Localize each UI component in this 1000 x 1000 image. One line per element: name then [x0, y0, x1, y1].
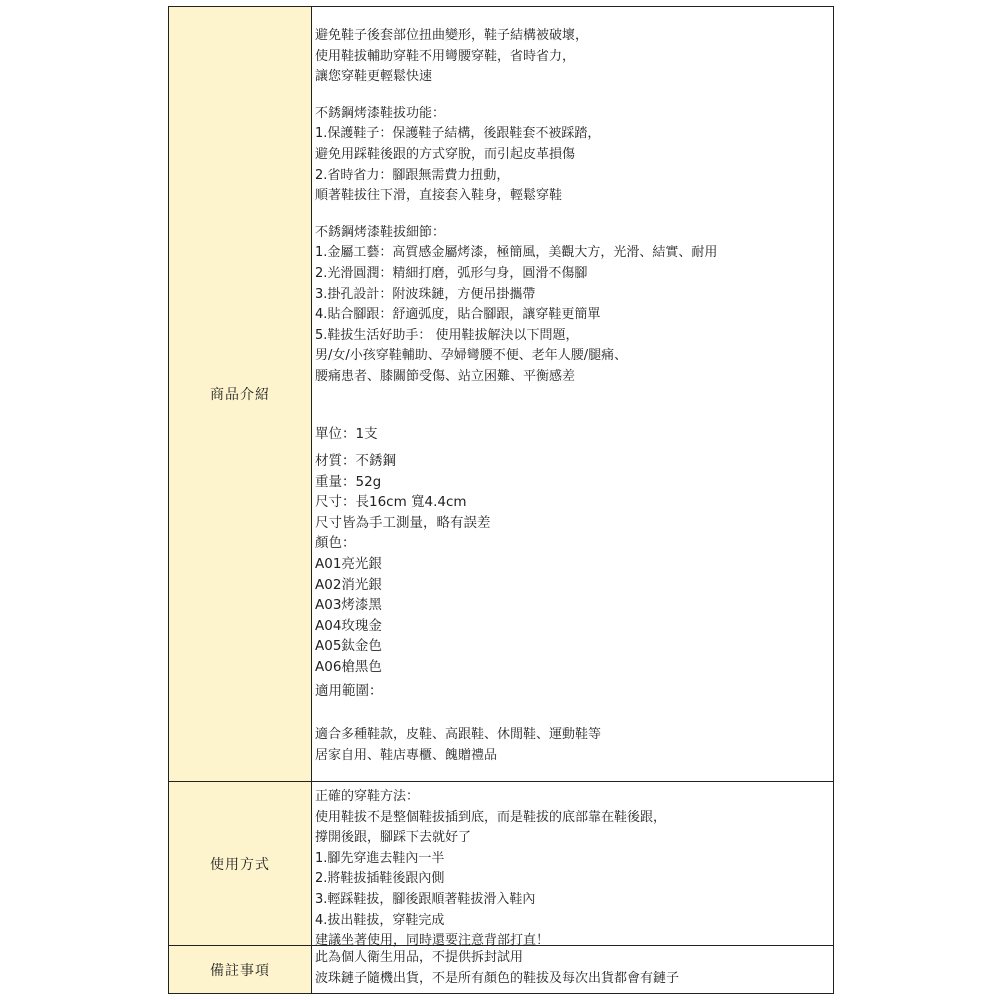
text-line: 避免用踩鞋後跟的方式穿脫，而引起皮革損傷 — [315, 146, 576, 162]
color-option: A01亮光銀 — [315, 556, 382, 573]
notes-content — [312, 946, 833, 993]
text-line: 3.掛孔設計：附波珠鏈，方便吊掛攜帶 — [315, 286, 536, 302]
unit-line: 單位：1支 — [315, 425, 378, 442]
text-line: 3.輕踩鞋拔，腳後跟順著鞋拔滑入鞋內 — [315, 891, 536, 907]
text-line: 使用鞋拔輔助穿鞋不用彎腰穿鞋，省時省力， — [315, 48, 576, 64]
row-label-text: 使用方式 — [210, 856, 270, 873]
text-line: 腰痛患者、膝關節受傷、站立困難、平衡感差 — [315, 368, 576, 384]
color-option: A05鈦金色 — [315, 638, 382, 655]
text-line: 適合多種鞋款，皮鞋、高跟鞋、休閒鞋、運動鞋等 — [315, 727, 602, 743]
text-line: 2.將鞋拔插鞋後跟內側 — [315, 871, 445, 887]
text-line: 男/女/小孩穿鞋輔助、孕婦彎腰不便、老年人腰/腿痛、 — [315, 348, 628, 364]
color-option: A04玫瑰金 — [315, 617, 382, 634]
text-line: 4.拔出鞋拔，穿鞋完成 — [315, 912, 445, 928]
text-line: 居家自用、鞋店專櫃、餽贈禮品 — [315, 747, 498, 763]
row-label-notes — [169, 946, 312, 993]
text-line: 顏色： — [315, 535, 356, 552]
intro-block-scope — [315, 725, 833, 766]
text-line: 讓您穿鞋更輕鬆快速 — [315, 69, 433, 85]
row-label-text: 商品介紹 — [210, 387, 270, 403]
usage-content — [312, 782, 833, 949]
text-line: 此為個人衛生用品，不提供拆封試用 — [315, 950, 524, 965]
text-line: 5.鞋拔生活好助手： 使用鞋拔解決以下問題， — [315, 327, 579, 343]
intro-block-details — [315, 223, 833, 388]
text-line: 尺寸：長16cm 寬4.4cm — [315, 494, 467, 511]
text-line: 2.省時省力：腳跟無需費力扭動， — [315, 167, 510, 183]
text-line: 重量：52g — [315, 473, 382, 490]
intro-block-purpose — [315, 26, 833, 88]
text-line: 正確的穿鞋方法： — [315, 789, 420, 804]
text-line: 建議坐著使用，同時還要注意背部打直！ — [315, 933, 550, 949]
text-line: 1.金屬工藝：高質感金屬烤漆，極簡風，美觀大方，光滑、結實、耐用 — [315, 245, 718, 261]
color-option: A03烤漆黑 — [315, 597, 382, 614]
notes-block — [315, 948, 833, 989]
color-option: A06槍黑色 — [315, 659, 382, 676]
text-line: 不銹鋼烤漆鞋拔功能： — [315, 105, 446, 121]
text-line: 1.保護鞋子：保護鞋子結構，後跟鞋套不被踩踏， — [315, 126, 601, 142]
usage-block — [315, 787, 833, 952]
text-line: 1.腳先穿進去鞋內一半 — [315, 850, 445, 866]
text-line: 使用鞋拔不是整個鞋拔插到底，而是鞋拔的底部靠在鞋後跟， — [315, 809, 667, 825]
product-intro-content — [312, 7, 833, 782]
text-line: 適用範圍： — [315, 682, 383, 699]
row-label-text: 備註事項 — [210, 962, 270, 979]
row-label-usage — [169, 782, 312, 946]
intro-block-functions — [315, 104, 833, 207]
text-line: 材質：不銹鋼 — [315, 453, 396, 470]
color-option: A02消光銀 — [315, 576, 382, 593]
text-line: 順著鞋拔往下滑，直接套入鞋身，輕鬆穿鞋 — [315, 188, 563, 204]
text-line: 4.貼合腳跟：舒適弧度，貼合腳跟，讓穿鞋更簡單 — [315, 307, 601, 323]
text-line: 2.光滑圓潤：精細打磨，弧形勻身，圓滑不傷腳 — [315, 265, 588, 281]
text-line: 撐開後跟，腳踩下去就好了 — [315, 830, 472, 846]
row-label-product-intro — [169, 7, 312, 782]
intro-block-unit — [315, 424, 833, 445]
intro-block-specs — [315, 451, 833, 701]
text-line: 波珠鏈子隨機出貨，不是所有顏色的鞋拔及每次出貨都會有鏈子 — [315, 970, 680, 986]
text-line: 不銹鋼烤漆鞋拔細節： — [315, 224, 446, 240]
text-line: 避免鞋子後套部位扭曲變形，鞋子結構被破壞， — [315, 28, 589, 43]
text-line: 尺寸皆為手工測量，略有誤差 — [315, 514, 491, 531]
product-spec-table — [168, 6, 834, 994]
